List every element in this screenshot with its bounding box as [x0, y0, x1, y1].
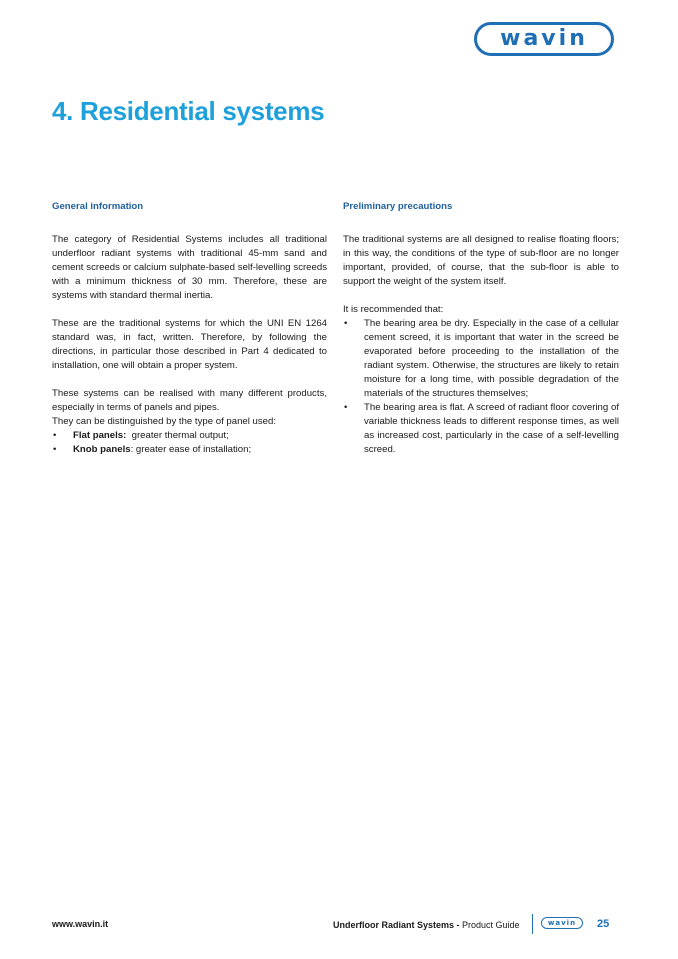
panel-types-list: [52, 429, 327, 457]
left-paragraph-3: These systems can be realised with many different products, especially in terms of panels and pipes.: [52, 388, 327, 413]
left-paragraph-1: The category of Residential Systems includes all traditional underfloor radiant systems with traditional 45-mm sand and cement screeds or calcium sulphate-based self-levelling screeds with a minimum thickness of 30 mm. Therefore, these are systems with standard thermal inertia.: [52, 234, 327, 301]
preliminary-precautions-heading: Preliminary precautions: [343, 201, 453, 212]
footer-divider: [532, 914, 533, 934]
list-item: [52, 429, 327, 443]
general-information-heading: General information: [52, 201, 144, 212]
list-item: • The bearing area is flat. A screed of radiant floor covering of variable thickness leads to different response times, as well as increased cost, particularly in the case of a self-levelling screed.: [343, 401, 619, 457]
right-paragraph-2: It is recommended that:: [343, 304, 444, 315]
footer-logo-text: wavin: [547, 918, 577, 927]
logo-text: wavin: [500, 26, 588, 51]
right-paragraph-1: The traditional systems are all designed to realise floating floors; in this way, the conditions of the type of sub-floor are no longer important, provided, of course, that the sub-floor is able to support the weight of the system itself.: [343, 234, 619, 287]
footer-url[interactable]: www.wavin.it: [52, 919, 109, 929]
recommendations-list: [343, 317, 619, 457]
list-item-term: Flat panels:: [73, 430, 127, 441]
list-item-term: Knob panels: [73, 444, 131, 455]
footer-wavin-logo: [541, 917, 583, 929]
left-paragraph-4: They can be distinguished by the type of panel used:: [52, 416, 277, 427]
footer-guide-rest: Product Guide: [459, 920, 520, 930]
left-column: [52, 200, 327, 457]
footer-guide-bold: Underfloor Radiant Systems -: [333, 920, 460, 930]
left-paragraph-2: These are the traditional systems for which the UNI EN 1264 standard was, in fact, written. Therefore, by following the directions, in particular those described in Part 4 dedicated to installation, one will obtain a proper system.: [52, 318, 327, 371]
page-number: 25: [597, 918, 610, 930]
list-item-text: : greater ease of installation;: [130, 444, 252, 455]
list-item: • The bearing area be dry. Especially in the case of a cellular cement screed, it is important that water in the screed be evaporated before proceeding to the installation of the radiant system. Otherwise, the structures are likely to retain moisture for a long time, with possible degradation of the materials of the structures themselves;: [343, 317, 619, 401]
page-title: 4. Residential systems: [52, 96, 325, 126]
footer-guide-title: [333, 920, 520, 930]
list-item: [52, 443, 327, 457]
wavin-logo: [474, 22, 614, 56]
right-column: [343, 200, 619, 457]
list-item-text: greater thermal output;: [126, 430, 229, 441]
